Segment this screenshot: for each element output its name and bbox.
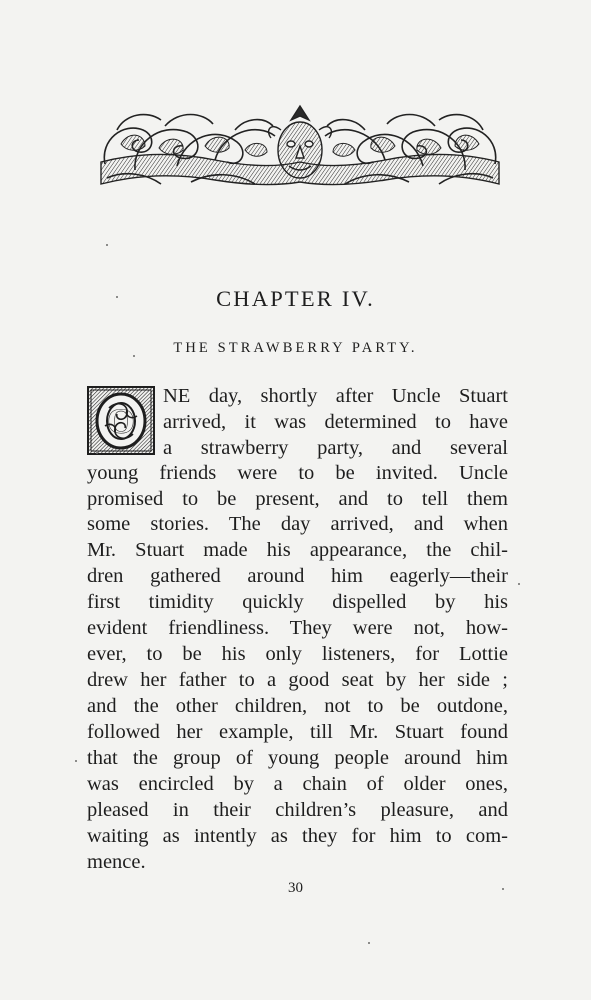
- page-number: 30: [288, 880, 303, 896]
- chapter-heading: CHAPTER IV.: [216, 286, 375, 311]
- paper-speck: [518, 583, 520, 585]
- text-line: drew her father to a good seat by her side ;: [87, 669, 508, 691]
- text-line: evident friendliness. They were not, how-: [87, 617, 508, 639]
- text-line: Mr. Stuart made his appearance, the chil-: [87, 539, 508, 561]
- text-line: was encircled by a chain of older ones,: [87, 773, 508, 795]
- text-line: followed her example, till Mr. Stuart found: [87, 721, 508, 743]
- text-line: that the group of young people around him: [87, 747, 508, 769]
- paper-speck: [96, 452, 98, 454]
- paper-speck: [106, 244, 108, 246]
- paper-speck: [502, 888, 504, 890]
- text-line: promised to be present, and to tell them: [87, 488, 508, 510]
- text-line: and the other children, not to be outdone,: [87, 695, 508, 717]
- text-line: waiting as intently as they for him to com-: [87, 825, 508, 847]
- text-line: ever, to be his only listeners, for Lottie: [87, 643, 508, 665]
- text-line: dren gathered around him eagerly—their: [87, 565, 508, 587]
- paper-speck: [368, 942, 370, 944]
- paper-speck: [116, 296, 118, 298]
- text-line: arrived, it was determined to have: [163, 411, 508, 433]
- text-line: mence.: [87, 851, 146, 873]
- text-line: some stories. The day arrived, and when: [87, 513, 508, 535]
- text-line: NE day, shortly after Uncle Stuart: [163, 385, 508, 407]
- chapter-subtitle: THE STRAWBERRY PARTY.: [173, 340, 418, 356]
- paper-speck: [133, 355, 135, 357]
- paper-speck: [75, 760, 77, 762]
- text-line: pleased in their children’s pleasure, and: [87, 799, 508, 821]
- dropcap-letter: O: [106, 401, 136, 441]
- text-line: young friends were to be invited. Uncle: [87, 462, 508, 484]
- text-line: first timidity quickly dispelled by his: [87, 591, 508, 613]
- text-line: a strawberry party, and several: [163, 437, 508, 459]
